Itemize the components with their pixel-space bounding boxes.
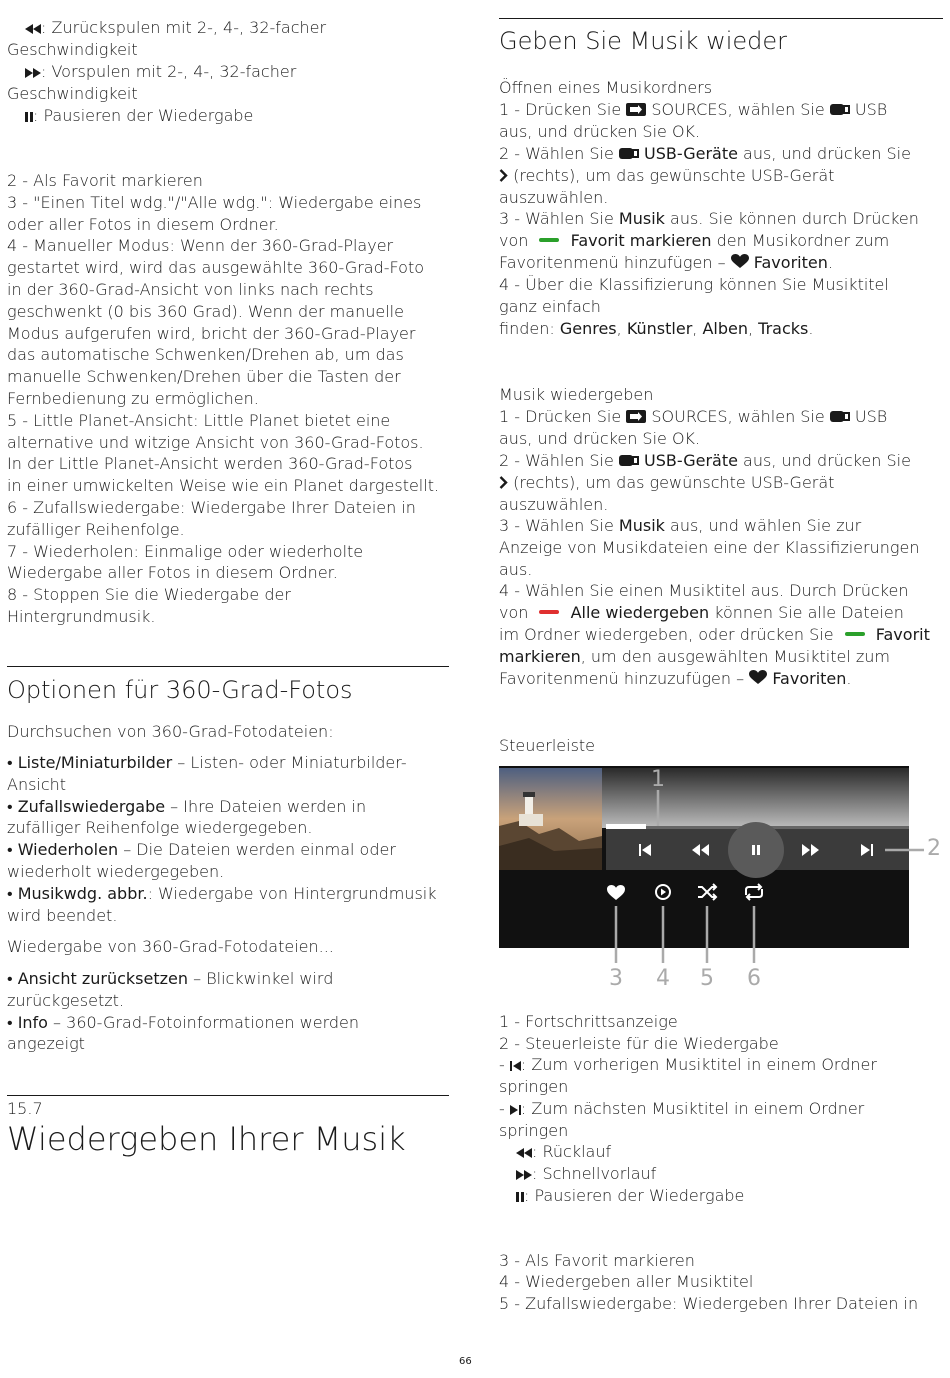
bullet-dot: • xyxy=(7,1012,18,1032)
list-line: 7 - Wiederholen: Einmalige oder wiederholte xyxy=(7,541,364,561)
chevron-right-icon xyxy=(499,169,508,182)
bullet-continuation: wiederholt wiedergegeben. xyxy=(7,862,225,881)
bullet-continuation: angezeigt xyxy=(7,1034,85,1054)
callout-number: 6 xyxy=(747,966,761,991)
callout-number: 1 xyxy=(651,767,665,792)
legend-line: springen xyxy=(499,1121,569,1140)
progress-fill xyxy=(606,824,646,829)
bullet-continuation: zurückgesetzt. xyxy=(7,990,124,1010)
bullet-item xyxy=(7,839,396,861)
step-line: aus, und drücken Sie OK. xyxy=(499,429,701,448)
bullet-desc: : Wiedergabe von Hintergrundmusik xyxy=(147,883,437,903)
list-line: 5 - Little Planet-Ansicht: Little Planet bietet eine xyxy=(7,410,391,430)
control-bar-heading: Steuerleiste xyxy=(499,736,596,755)
usb-icon xyxy=(619,454,639,467)
legend-line: : Rücklauf xyxy=(516,1141,611,1163)
list-line: oder aller Fotos in diesem Ordner. xyxy=(7,214,279,234)
bullet-continuation: zufälliger Reihenfolge wiedergegeben. xyxy=(7,818,313,838)
step-line: 4 - Wählen Sie einen Musiktitel aus. Durch Drücken xyxy=(499,581,909,600)
section-rule xyxy=(7,666,449,667)
bullet-desc: – Die Dateien werden einmal oder xyxy=(118,840,396,860)
bullet-item xyxy=(7,1012,359,1034)
step-line: auszuwählen. xyxy=(499,495,609,514)
legend-line: 4 - Wiedergeben aller Musiktitel xyxy=(499,1272,754,1291)
callout-number: 3 xyxy=(609,966,623,991)
bullet-continuation: Ansicht xyxy=(7,774,67,794)
bullet-desc: – 360-Grad-Fotoinformationen werden xyxy=(47,1012,360,1032)
sources-icon xyxy=(626,103,646,116)
list-line: Wiedergabe aller Fotos in diesem Ordner. xyxy=(7,563,338,583)
step-line: aus, und drücken Sie OK. xyxy=(499,122,701,141)
legend-line: : Schnellvorlauf xyxy=(516,1163,656,1185)
list-line: gestartet wird, wird das ausgewählte 360-Grad-Foto xyxy=(7,258,425,278)
pause-focus-highlight xyxy=(728,822,784,878)
list-line: 8 - Stoppen Sie die Wiedergabe der xyxy=(7,585,291,605)
section-title: Wiedergeben Ihrer Musik xyxy=(7,1120,406,1158)
album-thumbnail xyxy=(499,768,602,870)
bullet-term: Wiederholen xyxy=(17,840,119,860)
step-line: 2 - Wählen Sie USB-Geräte aus, und drücken Sie xyxy=(499,144,911,163)
bullet-dot: • xyxy=(7,883,18,903)
green-key-icon xyxy=(845,632,865,636)
bullet-term: Musikwdg. abbr. xyxy=(17,883,148,903)
step-line: 3 - Wählen Sie Musik aus, und wählen Sie zur xyxy=(499,516,862,535)
red-key-icon xyxy=(539,610,559,614)
step-line: markieren, um den ausgewählten Musiktitel zum xyxy=(499,647,890,666)
bullet-item xyxy=(7,796,366,818)
step-line: von Favorit markieren den Musikordner zum xyxy=(499,231,890,250)
step-line: (rechts), um das gewünschte USB-Gerät xyxy=(499,165,834,187)
fast-forward-icon xyxy=(25,68,41,78)
bullet-dot: • xyxy=(7,796,18,816)
legend-line: - : Zum vorherigen Musiktitel in einem Ordner xyxy=(499,1055,877,1074)
usb-icon xyxy=(830,410,850,423)
list-line: Hintergrundmusik. xyxy=(7,607,156,626)
bullet-item xyxy=(7,883,437,905)
list-line: das automatische Schwenken/Drehen ab, um das xyxy=(7,345,404,365)
options-title: Optionen für 360-Grad-Fotos xyxy=(7,676,353,704)
bullet-term: Liste/Miniaturbilder xyxy=(17,753,173,772)
callout-number: 4 xyxy=(656,966,670,991)
rewind-icon xyxy=(25,24,41,34)
list-line: 6 - Zufallswiedergabe: Wiedergabe Ihrer Dateien in xyxy=(7,498,416,517)
legend-line: : Pausieren der Wiedergabe xyxy=(516,1185,744,1207)
step-line: Favoritenmenü hinzufügen – Favoriten. xyxy=(499,253,833,272)
legend-line: 1 - Fortschrittsanzeige xyxy=(499,1012,678,1031)
bullet-dot: • xyxy=(7,969,18,988)
bullet-term: Info xyxy=(17,1012,48,1032)
sources-icon xyxy=(626,410,646,423)
legend-line: 3 - Als Favorit markieren xyxy=(499,1251,695,1270)
step-line: aus. xyxy=(499,560,533,579)
section-rule xyxy=(499,18,943,19)
legend-line: springen xyxy=(499,1077,569,1096)
list-line: Modus aufgerufen wird, bricht der 360-Grad-Player xyxy=(7,323,416,343)
usb-icon xyxy=(830,103,850,116)
step-line: (rechts), um das gewünschte USB-Gerät xyxy=(499,472,834,494)
text-line: Geschwindigkeit xyxy=(7,40,138,59)
bullet-desc: – Listen- oder Miniaturbilder- xyxy=(172,753,407,772)
legend-line: 2 - Steuerleiste für die Wiedergabe xyxy=(499,1034,779,1053)
list-line: 4 - Manueller Modus: Wenn der 360-Grad-Player xyxy=(7,236,394,256)
pause-line: : Pausieren der Wiedergabe xyxy=(25,105,253,127)
step-line: im Ordner wiedergeben, oder drücken Sie Favorit xyxy=(499,625,930,644)
bullet-desc: – Ihre Dateien werden in xyxy=(165,796,367,816)
step-line: Favoritenmenü hinzuzufügen – Favoriten. xyxy=(499,669,852,688)
step-line: Anzeige von Musikdateien eine der Klassifizierungen xyxy=(499,538,920,557)
previous-track-icon xyxy=(510,1061,521,1071)
play-music-heading: Musik wiedergeben xyxy=(499,385,654,404)
section-number: 15.7 xyxy=(7,1099,43,1118)
legend-line: 5 - Zufallswiedergabe: Wiedergeben Ihrer Dateien in xyxy=(499,1294,919,1313)
list-line: 3 - "Einen Titel wdg."/"Alle wdg.": Wiedergabe eines xyxy=(7,192,422,212)
step-line: 1 - Drücken Sie SOURCES, wählen Sie USB xyxy=(499,407,888,426)
step-line: auszuwählen. xyxy=(499,188,609,207)
bullet-dot: • xyxy=(7,753,18,772)
pause-icon xyxy=(516,1192,524,1202)
list-line: zufälliger Reihenfolge. xyxy=(7,519,185,539)
callout-number: 2 xyxy=(927,836,941,861)
list-line: geschwenkt (0 bis 360 Grad). Wenn der manuelle xyxy=(7,301,404,321)
step-line: finden: Genres, Künstler, Alben, Tracks. xyxy=(499,319,814,338)
bullet-continuation: wird beendet. xyxy=(7,905,118,925)
pause-icon xyxy=(25,112,33,122)
step-line: 1 - Drücken Sie SOURCES, wählen Sie USB xyxy=(499,100,888,119)
legend-line: - : Zum nächsten Musiktitel in einem Ordner xyxy=(499,1099,865,1118)
step-line: 4 - Über die Klassifizierung können Sie Musiktitel xyxy=(499,275,889,294)
bullet-item xyxy=(7,968,333,990)
rewind-line: : Zurückspulen mit 2-, 4-, 32-facher xyxy=(25,17,326,39)
bullet-item xyxy=(7,752,407,774)
heart-icon xyxy=(749,670,767,685)
list-line: In der Little Planet-Ansicht werden 360-Grad-Fotos xyxy=(7,454,413,474)
next-track-icon xyxy=(510,1105,521,1115)
section-rule xyxy=(7,1095,449,1096)
bullet-term: Zufallswiedergabe xyxy=(17,796,166,816)
rewind-icon xyxy=(516,1148,532,1158)
music-title: Geben Sie Musik wieder xyxy=(499,27,788,55)
step-line: 3 - Wählen Sie Musik aus. Sie können durch Drücken xyxy=(499,209,919,228)
list-line: alternative und witzige Ansicht von 360-Grad-Fotos. xyxy=(7,432,424,452)
step-line: von Alle wiedergeben können Sie alle Dateien xyxy=(499,603,904,622)
text-line: Geschwindigkeit xyxy=(7,84,138,103)
callout-number: 5 xyxy=(700,966,714,991)
bullet-dot: • xyxy=(7,840,18,860)
forward-line: : Vorspulen mit 2-, 4-, 32-facher xyxy=(25,61,296,83)
step-line: ganz einfach xyxy=(499,297,601,316)
list-line: Fernbedienung zu ermöglichen. xyxy=(7,389,259,408)
open-folder-heading: Öffnen eines Musikordners xyxy=(499,78,713,97)
list-line: 2 - Als Favorit markieren xyxy=(7,171,203,190)
control-bar-illustration xyxy=(499,766,943,996)
fast-forward-icon xyxy=(516,1170,532,1180)
list-line: in einer umwickelten Weise wie ein Planet dargestellt. xyxy=(7,476,440,496)
browse-intro: Durchsuchen von 360-Grad-Fotodateien: xyxy=(7,722,334,741)
list-line: in der 360-Grad-Ansicht von links nach rechts xyxy=(7,280,374,299)
bullet-desc: – Blickwinkel wird xyxy=(188,969,334,988)
bullet-term: Ansicht zurücksetzen xyxy=(17,969,189,988)
heart-icon xyxy=(731,254,749,269)
chevron-right-icon xyxy=(499,476,508,489)
green-key-icon xyxy=(539,238,559,242)
list-line: manuelle Schwenken/Drehen über die Tasten der xyxy=(7,367,401,387)
play-intro: Wiedergabe von 360-Grad-Fotodateien... xyxy=(7,937,334,956)
usb-icon xyxy=(619,147,639,160)
page-number: 66 xyxy=(459,1356,472,1367)
step-line: 2 - Wählen Sie USB-Geräte aus, und drücken Sie xyxy=(499,451,911,470)
